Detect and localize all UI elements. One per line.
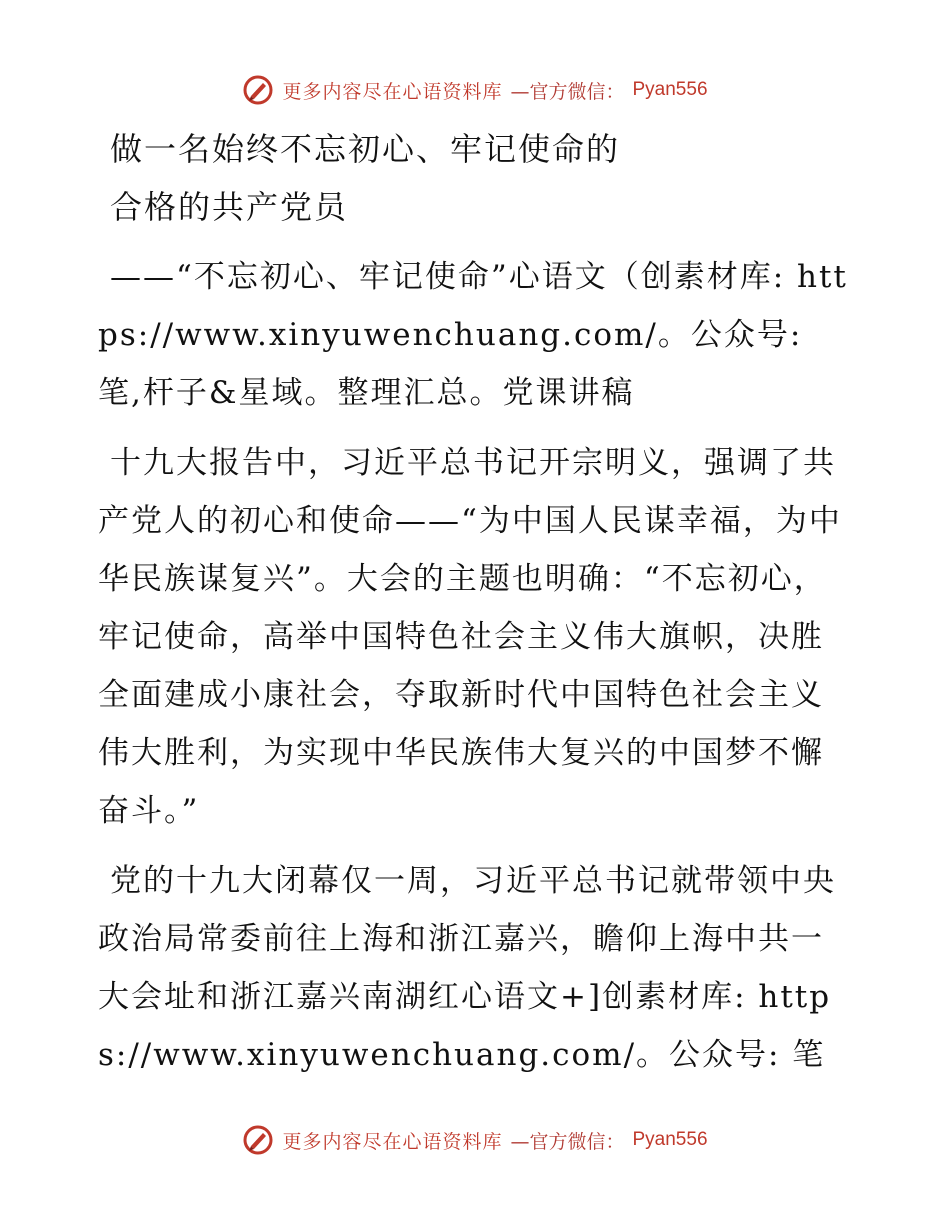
paragraph-1: 十九大报告中，习近平总书记开宗明义，强调了共产党人的初心和使命——“为中国人民谋幸福，为中华民族谋复兴”。大会的主题也明确：“不忘初心，牢记使命，高举中国特色社会主义伟大旗帜，决胜全面建成小康社会，夺取新时代中国特色社会主义伟大胜利，为实现中华民族伟大复兴的中国梦不懈奋斗。” — [98, 445, 842, 829]
watermark-text: 更多内容尽在心语资料库 — [282, 80, 503, 103]
document-title-line-2: 合格的共产党员 — [110, 188, 349, 226]
watermark-separator: —官方微信： — [510, 1130, 625, 1153]
document-body — [98, 120, 850, 1084]
pen-logo-icon — [242, 74, 274, 106]
watermark-separator: —官方微信： — [510, 80, 625, 103]
watermark-wechat-id: Pyan556 — [632, 1129, 708, 1150]
paragraph-2: 党的十九大闭幕仅一周，习近平总书记就带领中央政治局常委前往上海和浙江嘉兴，瞻仰上海中共一大会址和浙江嘉兴南湖红心语文+]创素材库: https://www.xinyuwenchuang.com/。公众号: 笔 — [98, 863, 836, 1073]
pen-logo-icon — [242, 1124, 274, 1156]
watermark-wechat-id: Pyan556 — [632, 79, 708, 100]
header-watermark — [0, 70, 950, 110]
footer-watermark — [0, 1120, 950, 1160]
document-title-line-1: 做一名始终不忘初心、牢记使命的 — [110, 130, 621, 168]
document-subtitle: ——“不忘初心、牢记使命”心语文（创素材库: https://www.xinyuwenchuang.com/。公众号: 笔,杆子&星域。整理汇总。党课讲稿 — [98, 259, 848, 411]
watermark-text: 更多内容尽在心语资料库 — [282, 1130, 503, 1153]
